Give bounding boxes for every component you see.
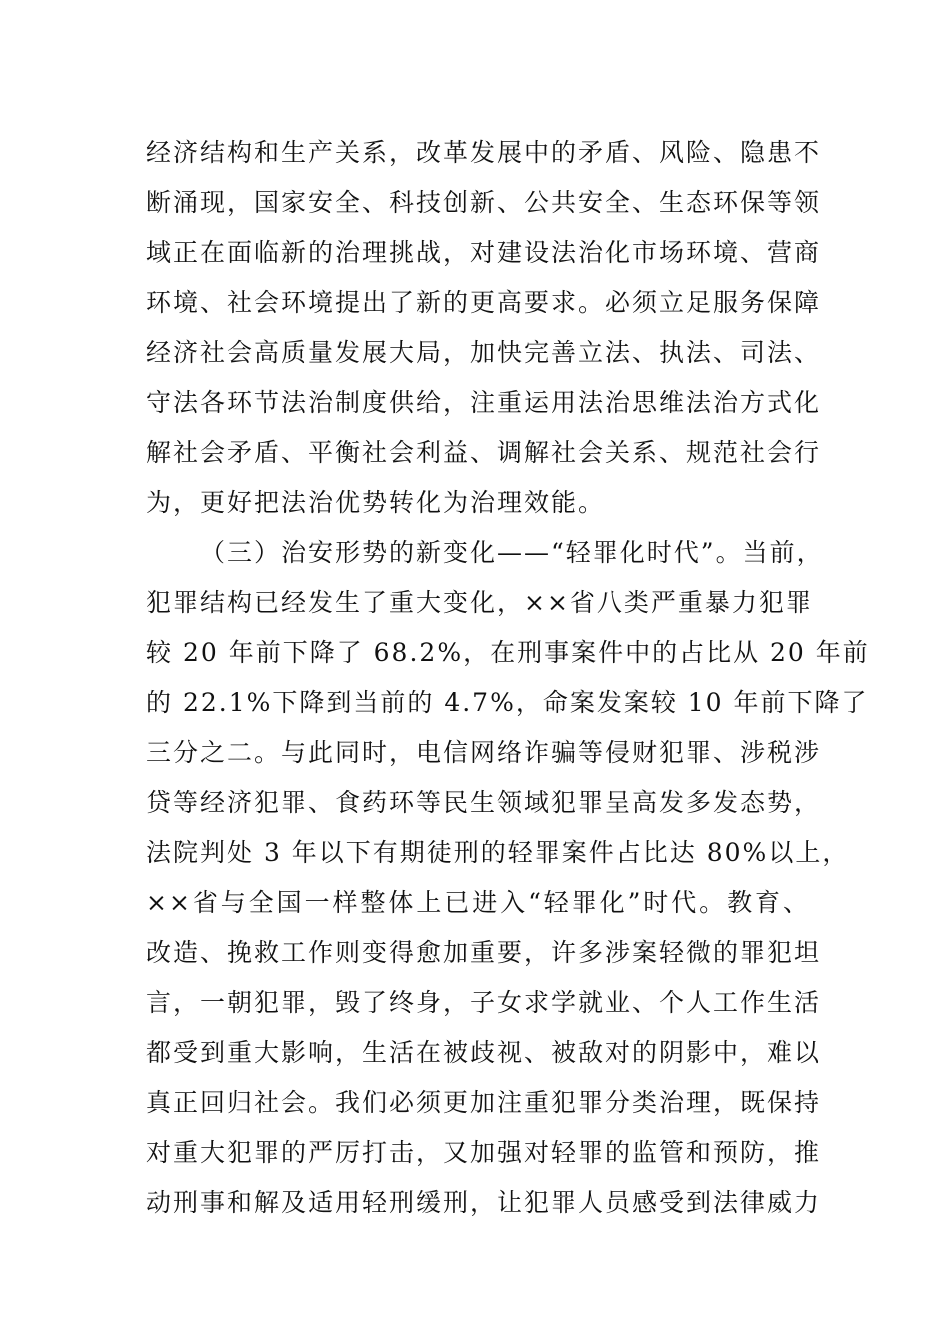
- text-line: 都受到重大影响，生活在被歧视、被敌对的阴影中，难以: [146, 1038, 822, 1067]
- text-line: 断涌现，国家安全、科技创新、公共安全、生态环保等领: [146, 188, 822, 217]
- paragraph-heading-line: （三）治安形势的新变化——“轻罪化时代”。当前，: [200, 538, 824, 567]
- text-line: 三分之二。与此同时，电信网络诈骗等侵财犯罪、涉税涉: [146, 738, 822, 767]
- document-body: [146, 128, 870, 1228]
- text-line: 对重大犯罪的严厉打击，又加强对轻罪的监管和预防，推: [146, 1138, 822, 1167]
- text-line: 为，更好把法治优势转化为治理效能。: [146, 488, 606, 517]
- text-line: 法院判处 3 年以下有期徒刑的轻罪案件占比达 80%以上，: [146, 838, 850, 867]
- text-line: 改造、挽救工作则变得愈加重要，许多涉案轻微的罪犯坦: [146, 938, 822, 967]
- text-line: 域正在面临新的治理挑战，对建设法治化市场环境、营商: [146, 238, 822, 267]
- text-line: 较 20 年前下降了 68.2%，在刑事案件中的占比从 20 年前: [146, 638, 870, 667]
- text-line: 的 22.1%下降到当前的 4.7%，命案发案较 10 年前下降了: [146, 688, 869, 717]
- text-line: 动刑事和解及适用轻刑缓刑，让犯罪人员感受到法律威力: [146, 1188, 822, 1217]
- text-line: 解社会矛盾、平衡社会利益、调解社会关系、规范社会行: [146, 438, 822, 467]
- text-line: 经济结构和生产关系，改革发展中的矛盾、风险、隐患不: [146, 138, 822, 167]
- paragraph-1: [146, 128, 822, 528]
- text-line: 贷等经济犯罪、食药环等民生领域犯罪呈高发多发态势，: [146, 788, 822, 817]
- text-line: 真正回归社会。我们必须更加注重犯罪分类治理，既保持: [146, 1088, 822, 1117]
- paragraph-2: [146, 528, 870, 1228]
- text-line: ××省与全国一样整体上已进入“轻罪化”时代。教育、: [146, 888, 810, 917]
- text-line: 言，一朝犯罪，毁了终身，子女求学就业、个人工作生活: [146, 988, 822, 1017]
- text-line: 环境、社会环境提出了新的更高要求。必须立足服务保障: [146, 288, 822, 317]
- text-line: 犯罪结构已经发生了重大变化，××省八类严重暴力犯罪: [146, 588, 813, 617]
- text-line: 经济社会高质量发展大局，加快完善立法、执法、司法、: [146, 338, 822, 367]
- text-line: 守法各环节法治制度供给，注重运用法治思维法治方式化: [146, 388, 822, 417]
